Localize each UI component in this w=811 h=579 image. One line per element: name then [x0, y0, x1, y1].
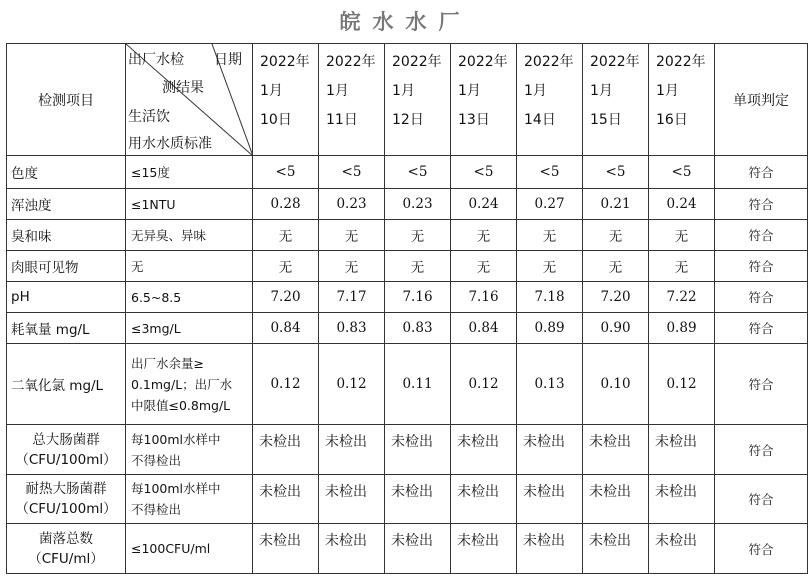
- item-cell: [7, 313, 126, 344]
- value-cell: 0.24: [649, 189, 715, 220]
- water-quality-table: [6, 43, 808, 574]
- value-cell: 未检出: [385, 475, 451, 524]
- table-row: [7, 189, 808, 220]
- item-cell: [7, 282, 126, 313]
- value-cell: 无: [253, 251, 319, 282]
- item-cell: [7, 251, 126, 282]
- value-cell: 0.83: [319, 313, 385, 344]
- value-cell: 未检出: [253, 425, 319, 475]
- item-text: （CFU/ml）: [28, 550, 104, 567]
- value-cell: 未检出: [583, 524, 649, 574]
- value-cell: 无: [517, 251, 583, 282]
- table-row: [7, 251, 808, 282]
- value-cell: <5: [583, 156, 649, 189]
- standard-text: ≤15度: [131, 164, 170, 180]
- value-cell: 0.21: [583, 189, 649, 220]
- judge-cell: 符合: [715, 475, 808, 524]
- value-cell: 0.11: [385, 344, 451, 425]
- value-cell: 0.89: [649, 313, 715, 344]
- value-cell: <5: [385, 156, 451, 189]
- item-text: 耐热大肠菌群: [25, 481, 107, 497]
- item-text: 肉眼可见物: [11, 260, 79, 276]
- header-diagonal-cell: [126, 44, 253, 156]
- item-text: 总大肠菌群: [32, 431, 100, 448]
- judge-cell: 符合: [715, 282, 808, 313]
- value-cell: 7.16: [385, 282, 451, 313]
- standard-text: 每100ml水样中: [131, 481, 221, 496]
- value-cell: 无: [319, 220, 385, 251]
- standard-cell: [126, 425, 253, 475]
- standard-text: ≤100CFU/ml: [131, 541, 211, 556]
- diag-bottom-2: 用水水质标准: [128, 136, 212, 152]
- standard-cell: [126, 475, 253, 524]
- judge-cell: 符合: [715, 313, 808, 344]
- value-cell: 7.18: [517, 282, 583, 313]
- value-cell: 未检出: [583, 475, 649, 524]
- value-cell: 无: [649, 251, 715, 282]
- standard-text: 不得检出: [131, 452, 182, 468]
- item-cell: [7, 344, 126, 425]
- value-cell: 未检出: [385, 425, 451, 475]
- value-cell: 无: [583, 220, 649, 251]
- value-cell: 未检出: [319, 524, 385, 574]
- judge-cell: 符合: [715, 156, 808, 189]
- item-text: pH: [11, 289, 30, 305]
- value-cell: 0.12: [253, 344, 319, 425]
- value-cell: <5: [451, 156, 517, 189]
- standard-text: 每100ml水样中: [131, 431, 221, 447]
- item-cell: [7, 220, 126, 251]
- item-text: 耗氧量 mg/L: [11, 322, 90, 338]
- item-cell: [7, 425, 126, 475]
- value-cell: 0.12: [649, 344, 715, 425]
- item-text: 二氧化氯 mg/L: [11, 378, 104, 394]
- item-cell: [7, 156, 126, 189]
- standard-cell: [126, 220, 253, 251]
- value-cell: 0.12: [451, 344, 517, 425]
- table-row: [7, 344, 808, 425]
- value-cell: 未检出: [385, 524, 451, 574]
- header-item: 检测项目: [7, 44, 126, 156]
- value-cell: 0.13: [517, 344, 583, 425]
- judge-cell: 符合: [715, 524, 808, 574]
- header-date: 2022年 1月 13日: [451, 44, 517, 156]
- standard-cell: [126, 313, 253, 344]
- value-cell: 未检出: [253, 524, 319, 574]
- value-cell: 未检出: [451, 524, 517, 574]
- item-cell: [7, 189, 126, 220]
- value-cell: 无: [451, 220, 517, 251]
- value-cell: 无: [649, 220, 715, 251]
- table-row: [7, 524, 808, 574]
- diag-middle: 测结果: [162, 80, 204, 96]
- standard-text: 出厂水余量≥: [131, 355, 204, 371]
- value-cell: 0.27: [517, 189, 583, 220]
- table-row: [7, 220, 808, 251]
- table-row: [7, 313, 808, 344]
- standard-text: 无: [131, 258, 144, 274]
- item-text: 浑浊度: [11, 198, 52, 214]
- value-cell: 0.28: [253, 189, 319, 220]
- value-cell: 0.83: [385, 313, 451, 344]
- value-cell: 未检出: [451, 475, 517, 524]
- value-cell: 7.22: [649, 282, 715, 313]
- header-date: 2022年 1月 16日: [649, 44, 715, 156]
- value-cell: 未检出: [517, 425, 583, 475]
- value-cell: 7.16: [451, 282, 517, 313]
- table-row: [7, 282, 808, 313]
- standard-cell: [126, 282, 253, 313]
- header-date: 2022年 1月 10日: [253, 44, 319, 156]
- standard-text: 无异臭、异味: [131, 227, 207, 243]
- value-cell: 0.23: [385, 189, 451, 220]
- standard-cell: [126, 524, 253, 574]
- value-cell: 7.20: [583, 282, 649, 313]
- value-cell: 0.90: [583, 313, 649, 344]
- value-cell: 0.23: [319, 189, 385, 220]
- judge-cell: 符合: [715, 251, 808, 282]
- value-cell: 无: [451, 251, 517, 282]
- diag-top-left: 出厂水检: [128, 52, 184, 68]
- value-cell: 7.17: [319, 282, 385, 313]
- item-cell: [7, 524, 126, 574]
- item-text: 色度: [11, 166, 38, 182]
- value-cell: <5: [517, 156, 583, 189]
- judge-cell: 符合: [715, 425, 808, 475]
- standard-cell: [126, 189, 253, 220]
- value-cell: 无: [253, 220, 319, 251]
- standard-cell: [126, 344, 253, 425]
- judge-cell: 符合: [715, 189, 808, 220]
- judge-cell: 符合: [715, 344, 808, 425]
- standard-text: 6.5~8.5: [131, 289, 182, 305]
- header-date: 2022年 1月 12日: [385, 44, 451, 156]
- diag-top-right: 日期: [214, 52, 242, 68]
- value-cell: 无: [319, 251, 385, 282]
- value-cell: 0.12: [319, 344, 385, 425]
- standard-text: 中限值≤0.8mg/L: [131, 397, 231, 413]
- item-text: （CFU/100ml）: [15, 501, 117, 517]
- table-row: [7, 425, 808, 475]
- value-cell: 未检出: [319, 475, 385, 524]
- header-row: [7, 44, 808, 156]
- item-text: 臭和味: [11, 229, 52, 245]
- value-cell: 无: [517, 220, 583, 251]
- table-row: [7, 156, 808, 189]
- value-cell: 无: [583, 251, 649, 282]
- value-cell: 0.84: [451, 313, 517, 344]
- value-cell: 7.20: [253, 282, 319, 313]
- value-cell: 未检出: [319, 425, 385, 475]
- value-cell: 0.89: [517, 313, 583, 344]
- value-cell: 未检出: [649, 425, 715, 475]
- header-judge: 单项判定: [715, 44, 808, 156]
- item-text: 菌落总数: [39, 530, 93, 547]
- value-cell: <5: [319, 156, 385, 189]
- value-cell: 0.10: [583, 344, 649, 425]
- value-cell: 未检出: [253, 475, 319, 524]
- standard-text: 不得检出: [131, 502, 182, 517]
- item-cell: [7, 475, 126, 524]
- item-text: （CFU/100ml）: [15, 451, 117, 468]
- standard-cell: [126, 156, 253, 189]
- value-cell: 未检出: [583, 425, 649, 475]
- value-cell: 无: [385, 251, 451, 282]
- value-cell: 未检出: [517, 524, 583, 574]
- value-cell: 未检出: [649, 475, 715, 524]
- value-cell: 0.84: [253, 313, 319, 344]
- document-title: 皖水水厂: [339, 10, 472, 34]
- standard-text: ≤1NTU: [131, 196, 176, 212]
- header-date: 2022年 1月 11日: [319, 44, 385, 156]
- header-date: 2022年 1月 14日: [517, 44, 583, 156]
- value-cell: 未检出: [451, 425, 517, 475]
- value-cell: <5: [649, 156, 715, 189]
- value-cell: 未检出: [649, 524, 715, 574]
- value-cell: 未检出: [517, 475, 583, 524]
- standard-text: 0.1mg/L；出厂水: [131, 376, 233, 392]
- judge-cell: 符合: [715, 220, 808, 251]
- value-cell: 0.24: [451, 189, 517, 220]
- standard-cell: [126, 251, 253, 282]
- header-date: 2022年 1月 15日: [583, 44, 649, 156]
- value-cell: 无: [385, 220, 451, 251]
- value-cell: <5: [253, 156, 319, 189]
- standard-text: ≤3mg/L: [131, 320, 181, 336]
- table-row: [7, 475, 808, 524]
- diag-bottom-1: 生活饮: [128, 109, 170, 125]
